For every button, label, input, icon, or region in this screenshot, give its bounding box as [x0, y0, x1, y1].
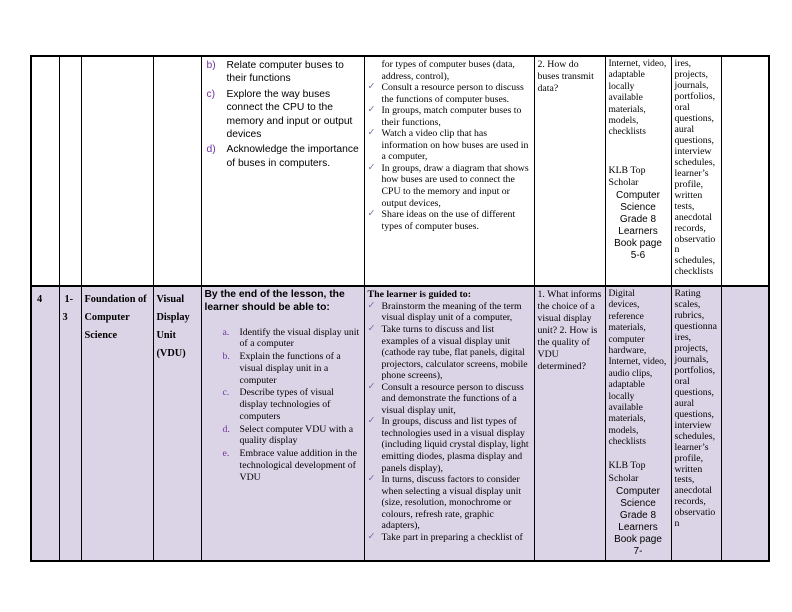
list-item — [223, 424, 361, 448]
list-item-text: Take turns to discuss and list examples of a visual display unit (cathode ray tube, flat panels, digital projectors, calculator screens, mobile phone screens), — [381, 323, 528, 382]
list-item — [368, 416, 531, 474]
list-item — [207, 59, 361, 86]
outcomes-list — [223, 327, 361, 484]
resources-list-text: Internet, video, adaptable locally available materials, models, checklists — [608, 59, 667, 138]
assessment-text: ires, projects, journals, portfolios, oral questions, aural questions, interview schedules, learner’s profile, written tests, anecdotal records, observation schedules, checklists — [674, 58, 716, 278]
list-item — [223, 327, 361, 351]
check-icon: ✓ — [367, 300, 376, 311]
list-item-text: Describe types of visual display technologies of computers — [239, 387, 334, 422]
table-row — [31, 286, 769, 561]
cell-outcomes-row2 — [201, 286, 364, 561]
publisher-text: KLB Top Scholar — [608, 460, 646, 484]
list-item-text: Select computer VDU with a quality display — [239, 423, 354, 447]
list-item-text: Embrace value addition in the technological development of VDU — [239, 448, 358, 483]
cell-remarks-row1 — [721, 56, 769, 286]
list-marker: a. — [222, 326, 230, 338]
list-item — [368, 209, 531, 232]
list-marker: b) — [206, 60, 216, 71]
experiences-list — [368, 59, 531, 232]
cell-strand-row2 — [81, 286, 153, 561]
list-item — [368, 382, 531, 417]
cell-resources-row2 — [605, 286, 671, 561]
cell-substrand-row2 — [153, 286, 201, 561]
list-item-text: Share ideas on the use of different types of computer buses. — [381, 209, 516, 232]
strand-value: Foundation of Computer Science — [84, 294, 147, 341]
check-icon: ✓ — [367, 82, 376, 93]
cell-strand-row1 — [81, 56, 153, 286]
outcomes-list — [205, 59, 361, 170]
list-item — [368, 128, 531, 163]
cell-assessment-row1 — [671, 56, 721, 286]
lessons-value: 1-3 — [62, 294, 74, 323]
cell-outcomes-row1 — [201, 56, 364, 286]
scheme-of-work-table — [30, 55, 770, 562]
cell-week-row1 — [31, 56, 59, 286]
list-item — [368, 163, 531, 209]
resources-block — [609, 289, 668, 558]
list-marker: c) — [206, 88, 216, 100]
cell-resources-row1 — [605, 56, 671, 286]
check-icon: ✓ — [367, 162, 376, 173]
outcomes-header: By the end of the lesson, the learner should be able to: — [204, 289, 345, 313]
table-row — [31, 56, 769, 286]
list-marker: d. — [222, 423, 230, 435]
list-item — [368, 474, 531, 532]
list-item — [207, 143, 361, 170]
list-item — [223, 351, 361, 386]
cell-remarks-row2 — [721, 286, 769, 561]
list-item-text: Consult a resource person to discuss the functions of computer buses. — [381, 82, 524, 105]
check-icon: ✓ — [367, 381, 376, 392]
list-item — [368, 82, 531, 105]
check-icon: ✓ — [367, 128, 376, 139]
list-item — [207, 88, 361, 142]
resources-block — [609, 59, 668, 262]
publisher-text: KLB Top Scholar — [608, 164, 646, 188]
list-marker: e. — [222, 448, 230, 460]
list-item — [368, 105, 531, 128]
list-item — [223, 448, 361, 483]
book-title-text: Computer Science Grade 8 Learners Book page 7- — [614, 485, 662, 557]
list-marker: c. — [222, 387, 230, 399]
experiences-list — [368, 289, 531, 543]
book-title-text: Computer Science Grade 8 Learners Book page 5-6 — [614, 190, 662, 262]
check-icon: ✓ — [367, 209, 376, 220]
cell-lessons-row2 — [59, 286, 81, 561]
list-marker: d) — [206, 144, 216, 156]
key-questions-text: 1. What informs the choice of a visual display unit? 2. How is the quality of VDU determined? — [537, 289, 602, 372]
list-item — [368, 301, 531, 324]
check-icon: ✓ — [367, 474, 376, 485]
lessons-value — [63, 64, 65, 75]
week-value: 4 — [37, 294, 43, 305]
list-item-text: Identify the visual display unit of a computer — [239, 326, 360, 350]
cell-assessment-row2 — [671, 286, 721, 561]
check-icon: ✓ — [367, 416, 376, 427]
list-item-text: Explore the way buses connect the CPU to the memory and input or output devices — [226, 88, 353, 140]
list-item-text: Consult a resource person to discuss and demonstrate the functions of a visual display unit, — [381, 381, 524, 416]
assessment-text: Rating scales, rubrics, questionnaires, projects, journals, portfolios, oral questions, aural questions, interview schedules, learner’s profile, written tests, anecdotal records, observation — [674, 288, 717, 530]
check-icon: ✓ — [367, 323, 376, 334]
substrand-value: Visual Display Unit (VDU) — [156, 294, 190, 359]
list-item-text: Relate computer buses to their functions — [226, 60, 344, 85]
continuation-text: for types of computer buses (data, address, control), — [381, 59, 515, 82]
check-icon: ✓ — [367, 105, 376, 116]
list-marker: b. — [222, 351, 230, 363]
list-item-text: In groups, draw a diagram that shows how buses are used to connect the CPU to the memory and input or output devices, — [381, 162, 529, 209]
list-item-text: In turns, discuss factors to consider when selecting a visual display unit (size, resolution, monochrome or colours, refresh rate, graphic adapters), — [381, 474, 522, 532]
cell-substrand-row1 — [153, 56, 201, 286]
cell-week-row2 — [31, 286, 59, 561]
cell-key-questions-row1 — [534, 56, 605, 286]
key-questions-text: 2. How do buses transmit data? — [537, 59, 594, 94]
cell-experiences-row2 — [364, 286, 534, 561]
cell-key-questions-row2 — [534, 286, 605, 561]
list-item-text: Acknowledge the importance of buses in computers. — [226, 144, 359, 169]
check-icon: ✓ — [367, 531, 376, 542]
list-item-text: Explain the functions of a visual display unit in a computer — [239, 351, 341, 386]
cell-experiences-row1 — [364, 56, 534, 286]
list-item-text: Take part in preparing a checklist of — [381, 531, 523, 543]
week-value — [35, 64, 37, 75]
list-item-text: Brainstorm the meaning of the term visual display unit of a computer, — [381, 300, 522, 324]
experiences-header: The learner is guided to: — [367, 289, 472, 300]
cell-lessons-row1 — [59, 56, 81, 286]
list-item — [368, 324, 531, 382]
list-item-text: Watch a video clip that has information on how buses are used in a computer, — [381, 128, 529, 163]
list-item — [223, 387, 361, 422]
list-item — [368, 532, 531, 544]
list-item-text: In groups, discuss and list types of technologies used in a visual display (including liquid crystal display, light emitting diodes, plasma display and panels display), — [381, 416, 529, 474]
list-item-text: In groups, match computer buses to their functions, — [381, 105, 522, 128]
resources-list-text: Digital devices, reference materials, computer hardware, Internet, video, audio clips, adaptable locally available materials, models, checklists — [608, 289, 667, 448]
